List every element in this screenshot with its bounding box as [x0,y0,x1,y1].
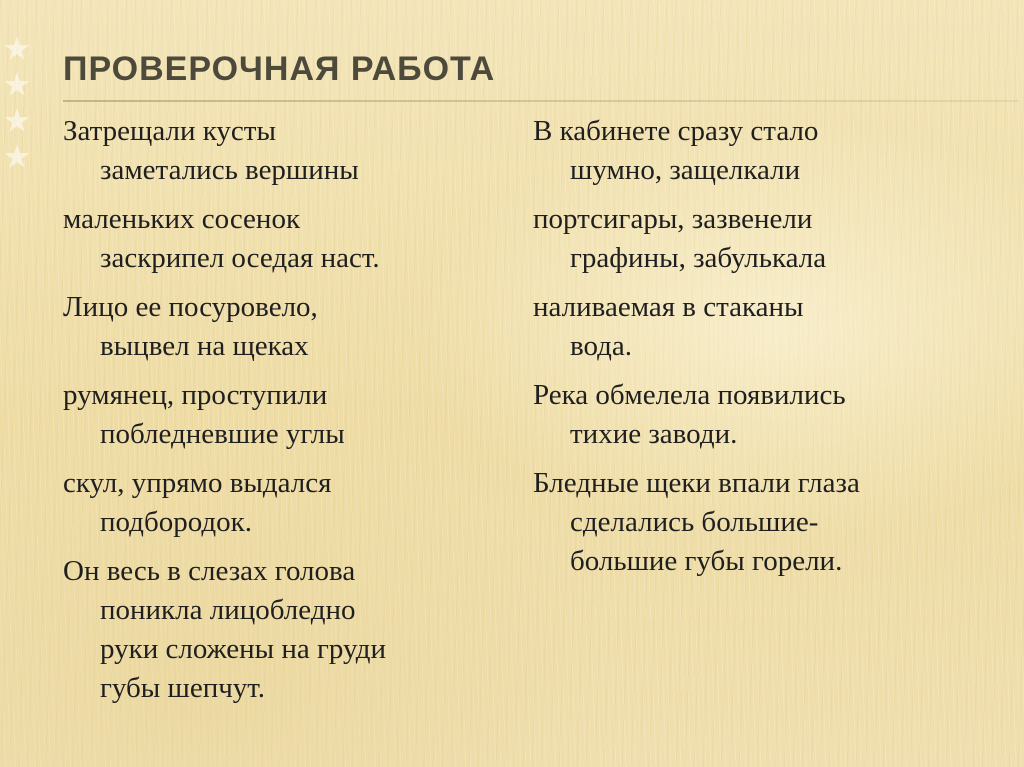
text-line: подбородок. [100,506,252,538]
text-line: побледневшие углы [100,418,345,450]
text-line: губы шепчут. [100,672,266,704]
paragraph [533,288,1003,366]
text-line: сделались большие- [570,506,819,538]
text-line: шумно, защелкали [570,154,801,186]
text-line: графины, забулькала [570,242,827,274]
text-line: скул, упрямо выдался [63,467,332,499]
star-icon [4,108,30,134]
paragraph [63,200,503,278]
text-line: Бледные щеки впали глаза [533,467,860,499]
text-line: выцвел на щеках [100,330,309,362]
text-line: руки сложены на груди [100,633,386,665]
text-line: Он весь в слезах голова [63,555,356,587]
text-line: вода. [570,330,633,362]
title-underline [63,100,1019,102]
text-line: тихие заводи. [570,418,738,450]
paragraph [533,464,1003,581]
paragraph [533,112,1003,190]
text-line: наливаемая в стаканы [533,291,804,323]
star-icon [4,144,30,170]
text-line: маленьких сосенок [63,203,301,235]
text-line: заметались вершины [100,154,359,186]
paragraph [63,288,503,366]
text-line: заскрипел оседая наст. [100,242,380,274]
text-line: Река обмелела появились [533,379,846,411]
text-line: Затрещали кусты [63,115,276,147]
star-icon [4,72,30,98]
star-icon [4,36,30,62]
left-column [63,112,503,718]
text-line: В кабинете сразу стало [533,115,819,147]
paragraph [533,200,1003,278]
paragraph [63,464,503,542]
slide-title: ПРОВЕРОЧНАЯ РАБОТА [63,50,496,88]
text-line: большие губы горели. [570,545,843,577]
right-column [533,112,1003,591]
text-line: Лицо ее посуровело, [63,291,318,323]
paragraph [63,112,503,190]
paragraph [63,552,503,708]
star-decoration-strip [0,0,42,767]
paragraph [533,376,1003,454]
text-line: портсигары, зазвенели [533,203,813,235]
text-line: румянец, проступили [63,379,328,411]
text-line: поникла лицобледно [100,594,356,626]
paragraph [63,376,503,454]
